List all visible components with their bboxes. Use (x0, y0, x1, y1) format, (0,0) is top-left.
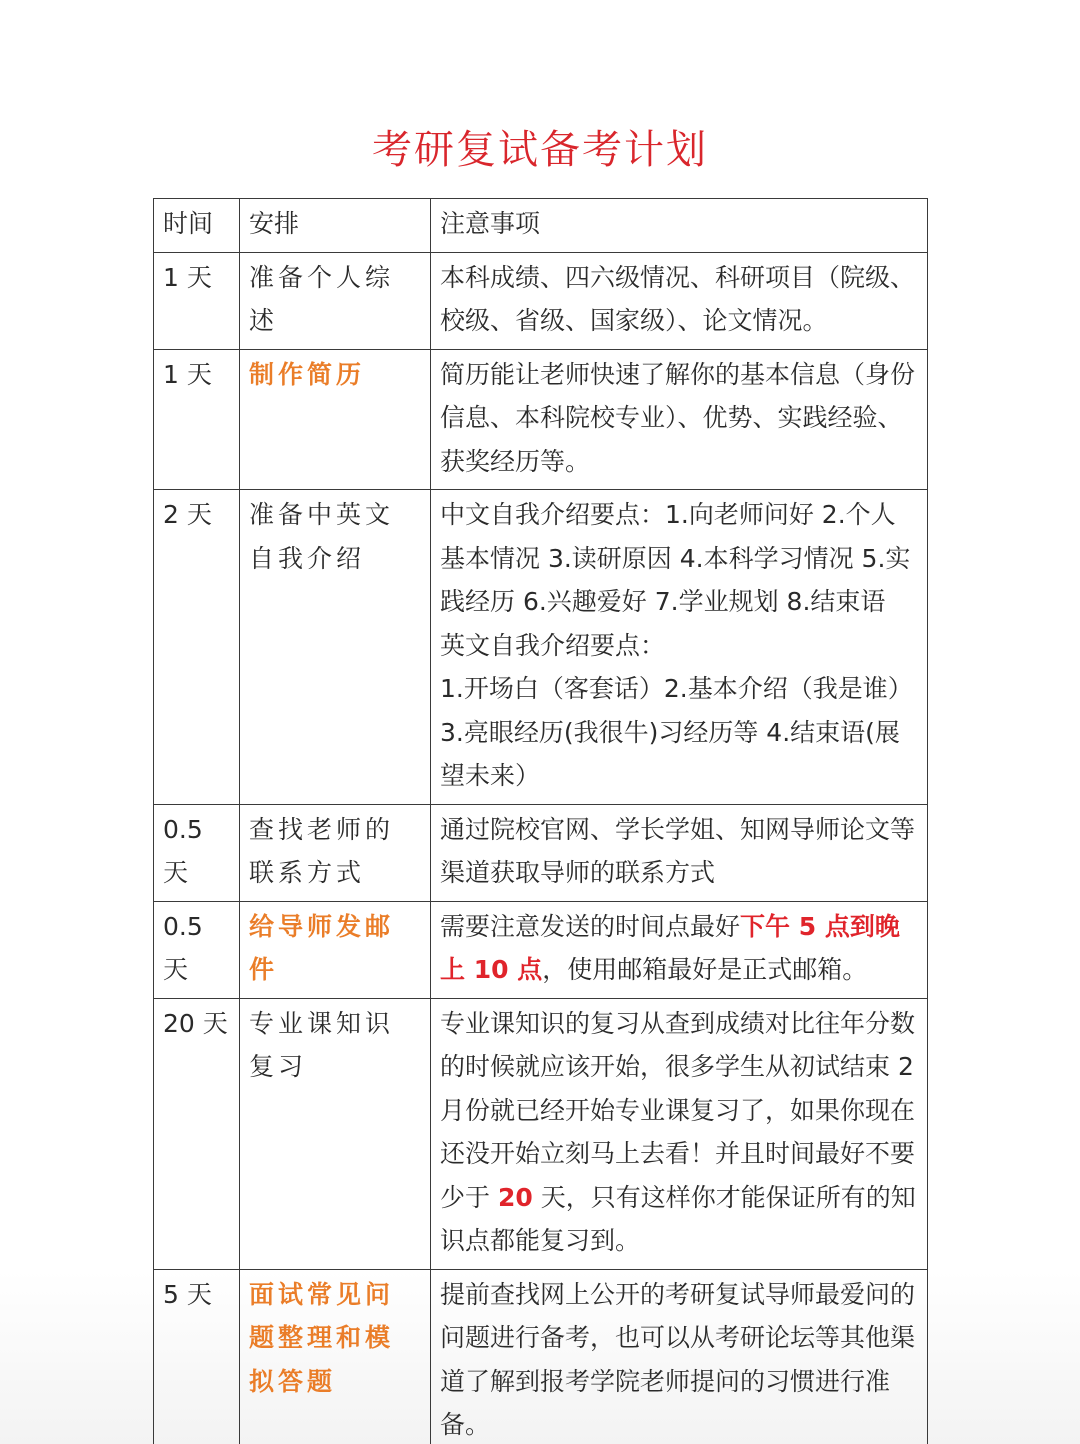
header-plan: 安排 (240, 199, 431, 253)
row-notes: 通过院校官网、学长学姐、知网导师论文等渠道获取导师的联系方式 (431, 804, 928, 901)
row-time: 2 天 (154, 490, 240, 805)
header-time: 时间 (154, 199, 240, 253)
page-title: 考研复试备考计划 (372, 127, 708, 173)
table-row (154, 490, 928, 805)
notes-highlight: 下午 5 点到晚上 10 点 (440, 911, 900, 984)
table-row (154, 901, 928, 998)
row-plan-highlighted: 给导师发邮件 (240, 901, 431, 998)
plan-table (153, 198, 928, 1444)
notes-english-intro-line: 3.亮眼经历(我很牛)习经历等 4.结束语(展望未来） (440, 717, 900, 790)
table-row (154, 1269, 928, 1444)
header-notes: 注意事项 (431, 199, 928, 253)
notes-text: ，使用邮箱最好是正式邮箱。 (542, 955, 868, 984)
table-row (154, 804, 928, 901)
notes-english-intro-line: 1.开场白（客套话）2.基本介绍（我是谁） (440, 674, 913, 703)
table-row (154, 349, 928, 490)
notes-highlight: 20 (497, 1182, 533, 1212)
row-plan-highlighted: 面试常见问题整理和模拟答题 (240, 1269, 431, 1444)
row-time: 1 天 (154, 349, 240, 490)
table-header-row (154, 199, 928, 253)
row-plan: 准备个人综述 (240, 252, 431, 349)
row-plan: 专业课知识复习 (240, 998, 431, 1269)
table-row (154, 252, 928, 349)
row-notes (431, 998, 928, 1269)
row-notes: 简历能让老师快速了解你的基本信息（身份信息、本科院校专业）、优势、实践经验、获奖经历等。 (431, 349, 928, 490)
row-notes (431, 901, 928, 998)
table-row (154, 998, 928, 1269)
row-notes (431, 490, 928, 805)
row-time: 1 天 (154, 252, 240, 349)
notes-text: 需要注意发送的时间点最好 (440, 911, 741, 941)
row-notes: 提前查找网上公开的考研复试导师最爱问的问题进行备考，也可以从考研论坛等其他渠道了解到报考学院老师提问的习惯进行准备。 (431, 1269, 928, 1444)
row-plan-highlighted: 制作简历 (240, 349, 431, 490)
row-plan: 查找老师的联系方式 (240, 804, 431, 901)
notes-chinese-intro: 中文自我介绍要点：1.向老师问好 2.个人基本情况 3.读研原因 4.本科学习情况 5.实践经历 6.兴趣爱好 7.学业规划 8.结束语 (440, 500, 911, 616)
notes-text: 专业课知识的复习从查到成绩对比往年分数的时候就应该开始，很多学生从初试结束 2 月份就已经开始专业课复习了，如果你现在还没开始立刻马上去看！并且时间最好不要少于 (440, 1008, 916, 1212)
row-time: 0.5 天 (154, 804, 240, 901)
notes-english-intro-heading: 英文自我介绍要点： (440, 630, 666, 660)
row-plan: 准备中英文自我介绍 (240, 490, 431, 805)
notes-text: 天，只有这样你才能保证所有的知识点都能复习到。 (440, 1182, 916, 1255)
row-time: 5 天 (154, 1269, 240, 1444)
row-time: 0.5 天 (154, 901, 240, 998)
row-time: 20 天 (154, 998, 240, 1269)
row-notes: 本科成绩、四六级情况、科研项目（院级、校级、省级、国家级）、论文情况。 (431, 252, 928, 349)
